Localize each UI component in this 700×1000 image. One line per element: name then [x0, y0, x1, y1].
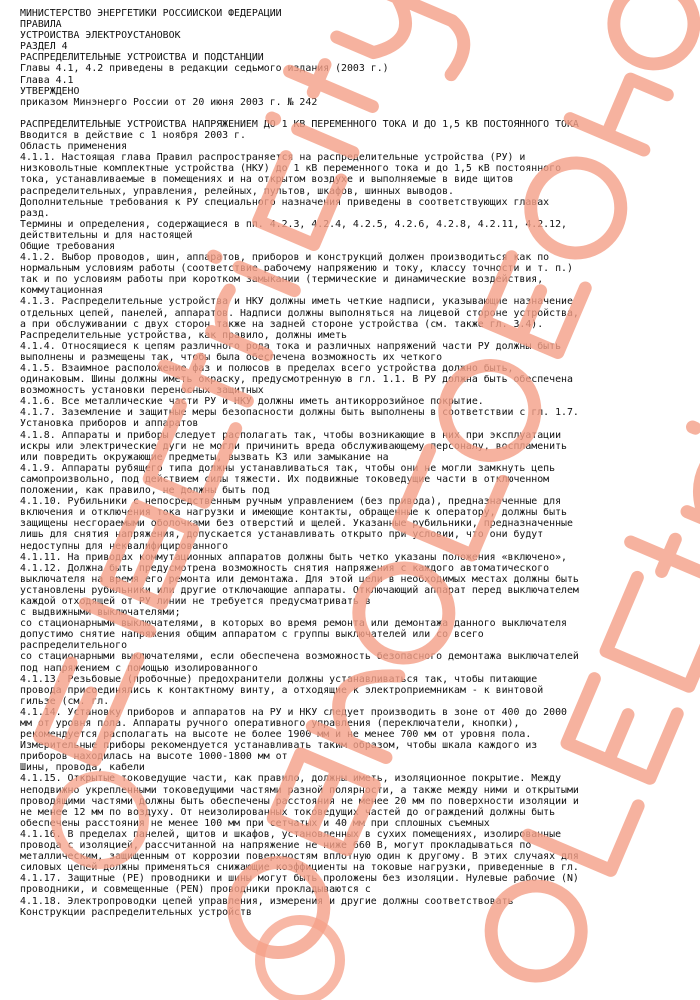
text-line: нормальным условиям работы (соответствие рабочему напряжению и току, классу точности и т. п.): [20, 263, 573, 275]
text-line: со стационарными выключателями, если обеспечена возможность безопасного демонтажа выключателей: [20, 651, 579, 663]
text-line: рекомендуется располагать на высоте не более 1900 мм и не менее 700 мм от уровня пола.: [20, 729, 532, 741]
text-line: обеспечены расстояния не менее 100 мм при сетчатых и 40 мм при сплошных съемных: [20, 817, 490, 829]
text-line: со стационарными выключателями, в которых во время ремонта или демонтажа данного выключателя: [20, 618, 567, 630]
text-line: неподвижно укрепленными токоведущими частями разной полярности, а также между ними и открытыми: [20, 784, 579, 796]
text-line: проводники, и совмещенные (PEN) проводники прокладываются с: [20, 884, 371, 896]
text-line: провода с изоляцией, рассчитанной на напряжение не ниже 660 В, могут прокладываться по: [20, 840, 532, 852]
watermark-copyright-middle: [260, 920, 340, 1000]
text-line: МИНИСТЕРСТВО ЭНЕРГЕТИКИ РОССИЙСКОЙ ФЕДЕРАЦИИ: [20, 8, 282, 19]
text-line: низковольтные комплектные устройства (НКУ) до 1 кВ переменного тока и до 1,5 кВ постоянного: [20, 163, 562, 175]
text-line: выключателя на время его ремонта или демонтажа. Для этой цели в необходимых местах должны быть: [20, 573, 579, 585]
text-line: возможность установки переносных защитных: [20, 385, 264, 397]
text-line: Глава 4.1: [20, 74, 74, 86]
text-line: или повредить окружающие предметы, вызвать КЗ или замыкание на: [20, 451, 389, 463]
text-line: 4.1.1. Настоящая глава Правил распространяется на распределительные устройства (РУ) и: [20, 152, 526, 164]
text-line: 4.1.4. Относящиеся к цепям различного рода тока и различных напряжений части РУ должны быть: [20, 340, 562, 352]
text-line: проводящими частями должны быть обеспечены расстояния не менее 20 мм по поверхности изоляции и: [20, 795, 579, 807]
text-line: самопроизвольно, под действием силы тяжести. Их подвижные токоведущие части в отключенном: [20, 473, 550, 485]
text-line: Шины, провода, кабели: [20, 762, 145, 774]
text-line: 4.1.16. В пределах панелей, щитов и шкафов, установленных в сухих помещениях, изолированные: [20, 828, 562, 840]
text-line: лишь для снятия напряжения, допускается устанавливать открыто при условии, что они будут: [20, 529, 544, 541]
text-line: включения и отключения тока нагрузки и имеющие контакты, обращенные к оператору, должны быть: [20, 507, 567, 519]
text-line: Дополнительные требования к РУ специального назначения приведены в соответствующих главах: [20, 196, 550, 208]
text-line: действительны и для настоящей: [20, 229, 193, 241]
text-line: 4.1.12. Должна быть предусмотрена возможность снятия напряжения с каждого автоматического: [20, 562, 550, 574]
text-line: а при обслуживании с двух сторон также на задней стороне устройства (см. также гл. 3.4).: [20, 318, 544, 330]
text-line: с выдвижными выключателями;: [20, 607, 181, 619]
text-line: Общие требования: [20, 240, 116, 252]
text-line: 4.1.14. Установку приборов и аппаратов на РУ и НКУ следует производить в зоне от 400 до 2000: [20, 706, 567, 718]
text-line: отдельных цепей, панелей, аппаратов. Надписи должны выполняться на лицевой стороне устройства,: [20, 307, 579, 319]
text-line: Главы 4.1, 4.2 приведены в редакции седьмого издания (2003 г.): [20, 63, 389, 75]
text-line: 4.1.2. Выбор проводов, шин, аппаратов, приборов и конструкций должен производиться как по: [20, 252, 550, 264]
text-line: 4.1.6. Все металлические части РУ и НКУ должны иметь антикоррозийное покрытие.: [20, 396, 484, 408]
text-line: распределительных, управления, релейных, пультов, шкафов, шинных выводов.: [20, 185, 455, 197]
text-line: металлическим, защищенным от коррозии поверхностям вплотную один к другому. В этих случаях для: [20, 851, 579, 863]
text-line: одинаковым. Шины должны иметь окраску, предусмотренную в гл. 1.1. В РУ должна быть обеспечена: [20, 374, 573, 386]
text-line: 4.1.17. Защитные (PE) проводники и шины могут быть проложены без изоляции. Нулевые рабочие (N): [20, 873, 579, 885]
text-line: провода присоединялись к контактному винту, а отходящие к электроприемникам - к винтовой: [20, 684, 544, 696]
document-body: [20, 8, 696, 918]
text-line: допустимо снятие напряжения общим аппаратом с группы выключателей или со всего: [20, 629, 484, 641]
text-line: 4.1.8. Аппараты и приборы следует располагать так, чтобы возникающие в них при эксплуатации: [20, 429, 562, 441]
text-line: ПРАВИЛА: [20, 19, 62, 31]
text-line: приказом Минэнерго России от 20 июня 2003 г. № 242: [20, 96, 318, 108]
text-line: коммутационная: [20, 285, 104, 297]
text-line: УТВЕРЖДЕНО: [20, 85, 80, 97]
text-line: недоступны для неквалифицированного: [20, 540, 229, 552]
text-line: Конструкции распределительных устройств: [20, 906, 252, 918]
text-line: 4.1.10. Рубильники с непосредственным ручным управлением (без привода), предназначенные для: [20, 496, 562, 508]
text-line: положении, как правило, не должны быть под: [20, 485, 270, 497]
text-line: искры или электрические дуги не могли причинить вреда обслуживающему персоналу, воспламенить: [20, 440, 567, 452]
text-line: РАЗДЕЛ 4: [20, 41, 68, 53]
text-line: Установка приборов и аппаратов: [20, 418, 199, 430]
text-line: выполнены и размещены так, чтобы была обеспечена возможность их четкого: [20, 351, 443, 363]
text-line: тока, устанавливаемые в помещениях и на открытом воздухе и выполняемые в виде щитов: [20, 174, 514, 186]
text-line: силовых цепей должны применяться снижающие коэффициенты на токовые нагрузки, приведенные в гл.: [20, 862, 579, 874]
text-line: так и по условиям работы при коротком замыкании (термические и динамические воздействия,: [20, 274, 544, 286]
text-line: защищены несгораемыми оболочками без отверстий и щелей. Указанные рубильники, предназначенные: [20, 518, 573, 530]
text-line: 4.1.15. Открытые токоведущие части, как правило, должны иметь, изоляционное покрытие. Между: [20, 773, 562, 785]
text-line: Вводится в действие с 1 ноября 2003 г.: [20, 130, 246, 142]
text-line: установлены рубильники или другие отключающие аппараты. Отключающий аппарат перед выключателем: [20, 584, 579, 596]
text-line: мм от уровня пола. Аппараты ручного оперативного управления (переключатели, кнопки),: [20, 718, 520, 729]
text-line: не менее 12 мм по воздуху. От неизолированных токоведущих частей до ограждений должны быть: [20, 806, 556, 818]
text-line: РАСПРЕДЕЛИТЕЛЬНЫЕ УСТРОЙСТВА И ПОДСТАНЦИИ: [20, 52, 264, 64]
text-line: распределительного: [20, 640, 128, 652]
text-line: Измерительные приборы рекомендуется устанавливать таким образом, чтобы шкала каждого из: [20, 740, 538, 752]
text-line: 4.1.11. На приводах коммутационных аппаратов должны быть четко указаны положения «включено»,: [20, 551, 567, 563]
blank-line: [20, 108, 696, 119]
text-line: Область применения: [20, 141, 128, 153]
text-line: 4.1.3. Распределительные устройства и НКУ должны иметь четкие надписи, указывающие назначение: [20, 296, 573, 308]
text-line: РАСПРЕДЕЛИТЕЛЬНЫЕ УСТРОЙСТВА НАПРЯЖЕНИЕМ ДО 1 КВ ПЕРЕМЕННОГО ТОКА И ДО 1,5 КВ ПОСТОЯННОГО ТОКА: [20, 118, 579, 130]
text-line: разд.: [20, 207, 50, 219]
text-line: приборов находилась на высоте 1000-1800 мм от: [20, 751, 288, 763]
text-line: каждой отходящей от РУ линии не требуется предусматривать в: [20, 595, 371, 607]
text-line: под напряжением с помощью изолированного: [20, 662, 258, 674]
text-line: 4.1.7. Заземление и защитные меры безопасности должны быть выполнены в соответствии с гл. 1.7.: [20, 407, 579, 419]
text-line: 4.1.5. Взаимное расположение фаз и полюсов в пределах всего устройства должно быть,: [20, 363, 514, 374]
text-line: гильзе (см. гл.: [20, 695, 110, 707]
text-line: 4.1.13. Резьбовые (пробочные) предохранители должны устанавливаться так, чтобы питающие: [20, 673, 538, 685]
text-line: 4.1.18. Электропроводки цепей управления, измерения и другие должны соответствовать: [20, 895, 514, 907]
text-line: УСТРОЙСТВА ЭЛЕКТРОУСТАНОВОК: [20, 30, 181, 42]
text-line: Термины и определения, содержащиеся в пп. 4.2.3, 4.2.4, 4.2.5, 4.2.6, 4.2.8, 4.2.11, 4.2.12,: [20, 218, 567, 230]
text-line: 4.1.9. Аппараты рубящего типа должны устанавливаться так, чтобы они не могли замкнуть цепь: [20, 462, 556, 474]
text-line: Распределительные устройства, как правило, должны иметь: [20, 329, 347, 341]
